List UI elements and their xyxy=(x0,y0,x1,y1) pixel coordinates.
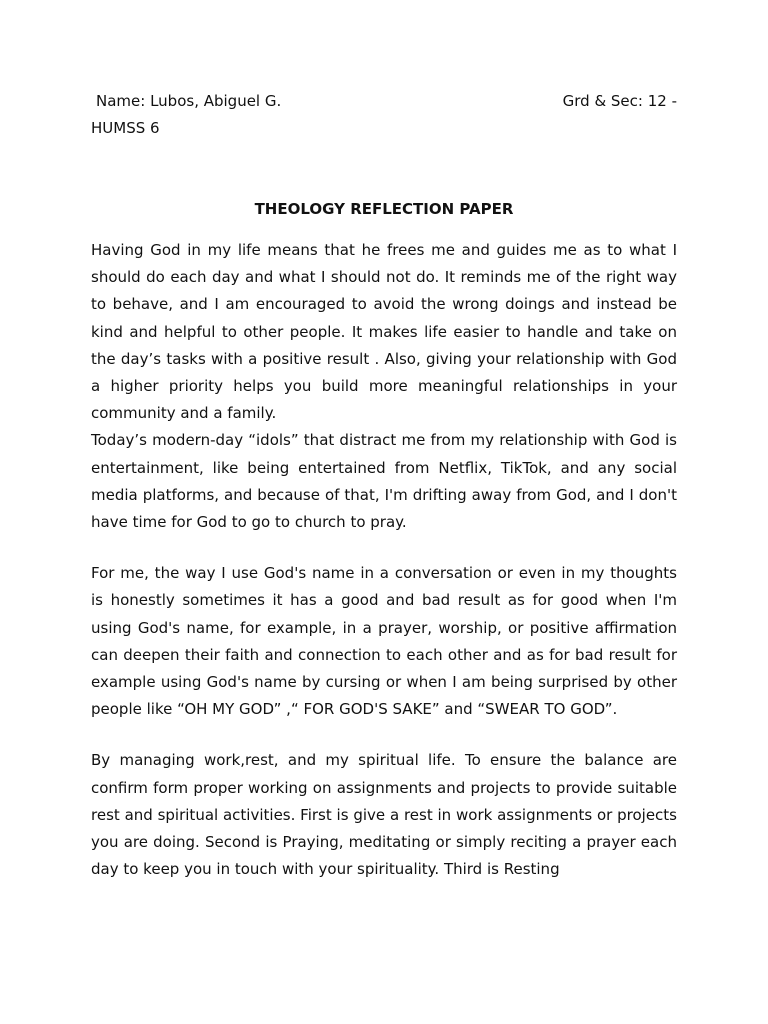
document-page xyxy=(91,88,677,883)
paper-title: THEOLOGY REFLECTION PAPER xyxy=(254,200,514,218)
student-name: Name: Lubos, Abiguel G. xyxy=(96,92,282,110)
paragraph-1: Having God in my life means that he frees me and guides me as to what I should do each day and what I should not do. It reminds me of the right way to behave, and I am encouraged to avoid the wrong doings and instead be kind and helpful to other people. It makes life easier to handle and take on the day’s tasks with a positive result . Also, giving your relationship with God a higher priority helps you build more meaningful relationships in your community and a family. xyxy=(91,241,677,423)
paragraph-2: Today’s modern-day “idols” that distract me from my relationship with God is entertainment, like being entertained from Netflix, TikTok, and any social media platforms, and because of that, I'm drifting away from God, and I don't have time for God to go to church to pray. xyxy=(91,431,677,532)
header-row xyxy=(91,88,677,115)
paragraph-4: By managing work,rest, and my spiritual life. To ensure the balance are confirm form proper working on assignments and projects to provide suitable rest and spiritual activities. First is give a rest in work assignments or projects you are doing. Second is Praying, meditating or simply reciting a prayer each day to keep you in touch with your spirituality. Third is Resting xyxy=(91,751,677,879)
grade-section: Grd & Sec: 12 - xyxy=(562,92,677,110)
paragraph-3: For me, the way I use God's name in a conversation or even in my thoughts is honestly sometimes it has a good and bad result as for good when I'm using God's name, for example, in a prayer, worship, or positive affirmation can deepen their faith and connection to each other and as for bad result for example using God's name by cursing or when I am being surprised by other people like “OH MY GOD” ,“ FOR GOD'S SAKE” and “SWEAR TO GOD”. xyxy=(91,564,677,719)
grade-section-continued: HUMSS 6 xyxy=(91,119,160,137)
